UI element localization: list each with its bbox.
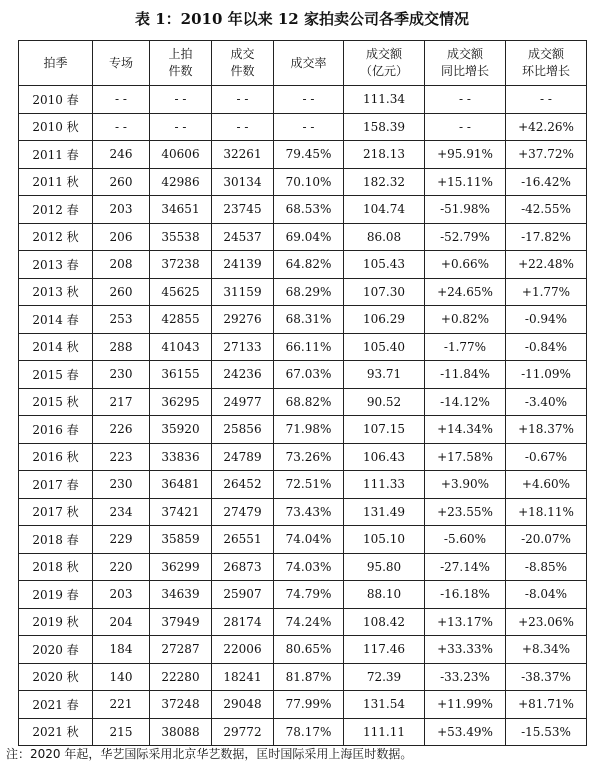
cell-qoq-growth: +42.26%	[506, 113, 587, 141]
cell-turnover: 111.33	[344, 471, 425, 499]
cell-sell-through-rate: 68.29%	[274, 278, 344, 306]
table-row	[19, 86, 587, 114]
table-row	[19, 553, 587, 581]
cell-lots-sold: 25907	[212, 581, 274, 609]
cell-sell-through-rate: 80.65%	[274, 636, 344, 664]
cell-sell-through-rate: 68.82%	[274, 388, 344, 416]
cell-season: 2013 秋	[19, 278, 93, 306]
cell-sell-through-rate: 74.04%	[274, 526, 344, 554]
cell-sell-through-rate: - -	[274, 86, 344, 114]
cell-lots-sold: - -	[212, 86, 274, 114]
cell-qoq-growth: +22.48%	[506, 251, 587, 279]
cell-yoy-growth: -11.84%	[425, 361, 506, 389]
cell-yoy-growth: +13.17%	[425, 608, 506, 636]
cell-turnover: 95.80	[344, 553, 425, 581]
cell-season: 2018 秋	[19, 553, 93, 581]
cell-lots-offered: 22280	[150, 663, 212, 691]
cell-lots-offered: 36481	[150, 471, 212, 499]
cell-yoy-growth: +0.82%	[425, 306, 506, 334]
cell-sell-through-rate: 74.24%	[274, 608, 344, 636]
cell-lots-sold: 26551	[212, 526, 274, 554]
cell-turnover: 117.46	[344, 636, 425, 664]
cell-qoq-growth: - -	[506, 86, 587, 114]
cell-turnover: 158.39	[344, 113, 425, 141]
cell-turnover: 105.10	[344, 526, 425, 554]
cell-lots-sold: 25856	[212, 416, 274, 444]
cell-lots-sold: 29276	[212, 306, 274, 334]
cell-sessions: 260	[93, 168, 150, 196]
cell-turnover: 90.52	[344, 388, 425, 416]
cell-sessions: 140	[93, 663, 150, 691]
table-row	[19, 333, 587, 361]
table-row	[19, 691, 587, 719]
cell-qoq-growth: +4.60%	[506, 471, 587, 499]
cell-qoq-growth: -16.42%	[506, 168, 587, 196]
cell-turnover: 111.34	[344, 86, 425, 114]
cell-qoq-growth: -11.09%	[506, 361, 587, 389]
cell-sell-through-rate: 70.10%	[274, 168, 344, 196]
cell-yoy-growth: +33.33%	[425, 636, 506, 664]
cell-season: 2012 秋	[19, 223, 93, 251]
cell-qoq-growth: -3.40%	[506, 388, 587, 416]
cell-lots-offered: 36299	[150, 553, 212, 581]
cell-yoy-growth: -51.98%	[425, 196, 506, 224]
cell-sessions: - -	[93, 113, 150, 141]
header-lots-sold: 成交 件数	[212, 41, 274, 86]
cell-lots-offered: 37949	[150, 608, 212, 636]
cell-lots-offered: - -	[150, 86, 212, 114]
cell-lots-offered: - -	[150, 113, 212, 141]
cell-season: 2013 春	[19, 251, 93, 279]
cell-qoq-growth: +18.11%	[506, 498, 587, 526]
cell-sessions: 234	[93, 498, 150, 526]
cell-qoq-growth: +1.77%	[506, 278, 587, 306]
cell-season: 2021 春	[19, 691, 93, 719]
cell-yoy-growth: +0.66%	[425, 251, 506, 279]
cell-sessions: 204	[93, 608, 150, 636]
cell-lots-offered: 42855	[150, 306, 212, 334]
cell-qoq-growth: -0.67%	[506, 443, 587, 471]
cell-lots-sold: 28174	[212, 608, 274, 636]
cell-lots-sold: 23745	[212, 196, 274, 224]
cell-lots-sold: 26452	[212, 471, 274, 499]
cell-lots-offered: 27287	[150, 636, 212, 664]
cell-yoy-growth: +15.11%	[425, 168, 506, 196]
cell-lots-sold: 29772	[212, 718, 274, 746]
cell-turnover: 107.30	[344, 278, 425, 306]
cell-sessions: - -	[93, 86, 150, 114]
cell-sell-through-rate: 68.53%	[274, 196, 344, 224]
cell-lots-sold: - -	[212, 113, 274, 141]
cell-sessions: 246	[93, 141, 150, 169]
cell-lots-sold: 18241	[212, 663, 274, 691]
table-row	[19, 278, 587, 306]
cell-season: 2011 春	[19, 141, 93, 169]
cell-qoq-growth: +37.72%	[506, 141, 587, 169]
auction-stats-table	[18, 40, 587, 746]
cell-season: 2012 春	[19, 196, 93, 224]
cell-sell-through-rate: 71.98%	[274, 416, 344, 444]
cell-lots-offered: 37248	[150, 691, 212, 719]
cell-season: 2014 春	[19, 306, 93, 334]
cell-sell-through-rate: 66.11%	[274, 333, 344, 361]
cell-season: 2020 秋	[19, 663, 93, 691]
cell-qoq-growth: +18.37%	[506, 416, 587, 444]
header-yoy-growth: 成交额 同比增长	[425, 41, 506, 86]
cell-sessions: 203	[93, 581, 150, 609]
cell-yoy-growth: - -	[425, 86, 506, 114]
cell-season: 2019 秋	[19, 608, 93, 636]
cell-sell-through-rate: 81.87%	[274, 663, 344, 691]
footnote: 注：2020 年起，华艺国际采用北京华艺数据，匡时国际采用上海匡时数据。	[6, 747, 413, 761]
cell-sell-through-rate: - -	[274, 113, 344, 141]
cell-turnover: 93.71	[344, 361, 425, 389]
cell-lots-sold: 32261	[212, 141, 274, 169]
cell-sessions: 253	[93, 306, 150, 334]
cell-yoy-growth: +11.99%	[425, 691, 506, 719]
cell-sessions: 220	[93, 553, 150, 581]
cell-lots-sold: 30134	[212, 168, 274, 196]
cell-yoy-growth: -16.18%	[425, 581, 506, 609]
cell-turnover: 72.39	[344, 663, 425, 691]
cell-sessions: 229	[93, 526, 150, 554]
cell-lots-sold: 24139	[212, 251, 274, 279]
cell-season: 2018 春	[19, 526, 93, 554]
table-row	[19, 471, 587, 499]
cell-qoq-growth: -8.85%	[506, 553, 587, 581]
table-row	[19, 141, 587, 169]
cell-season: 2017 春	[19, 471, 93, 499]
cell-season: 2016 春	[19, 416, 93, 444]
header-sell-through-rate: 成交率	[274, 41, 344, 86]
cell-qoq-growth: -42.55%	[506, 196, 587, 224]
cell-sell-through-rate: 68.31%	[274, 306, 344, 334]
cell-sessions: 288	[93, 333, 150, 361]
cell-season: 2016 秋	[19, 443, 93, 471]
cell-qoq-growth: +8.34%	[506, 636, 587, 664]
cell-season: 2014 秋	[19, 333, 93, 361]
cell-yoy-growth: +3.90%	[425, 471, 506, 499]
header-sessions: 专场	[93, 41, 150, 86]
cell-lots-sold: 26873	[212, 553, 274, 581]
header-season: 拍季	[19, 41, 93, 86]
cell-turnover: 104.74	[344, 196, 425, 224]
cell-yoy-growth: +17.58%	[425, 443, 506, 471]
cell-lots-sold: 24789	[212, 443, 274, 471]
table-row	[19, 306, 587, 334]
cell-lots-sold: 24236	[212, 361, 274, 389]
cell-turnover: 182.32	[344, 168, 425, 196]
table-row	[19, 388, 587, 416]
cell-yoy-growth: -5.60%	[425, 526, 506, 554]
cell-sessions: 208	[93, 251, 150, 279]
cell-lots-offered: 37421	[150, 498, 212, 526]
cell-yoy-growth: +23.55%	[425, 498, 506, 526]
cell-season: 2020 春	[19, 636, 93, 664]
cell-season: 2017 秋	[19, 498, 93, 526]
cell-yoy-growth: -33.23%	[425, 663, 506, 691]
cell-sessions: 260	[93, 278, 150, 306]
cell-yoy-growth: -14.12%	[425, 388, 506, 416]
cell-turnover: 111.11	[344, 718, 425, 746]
cell-yoy-growth: - -	[425, 113, 506, 141]
cell-qoq-growth: -0.84%	[506, 333, 587, 361]
cell-qoq-growth: +23.06%	[506, 608, 587, 636]
cell-season: 2010 秋	[19, 113, 93, 141]
cell-sell-through-rate: 79.45%	[274, 141, 344, 169]
cell-sell-through-rate: 73.43%	[274, 498, 344, 526]
cell-sessions: 221	[93, 691, 150, 719]
table-row	[19, 636, 587, 664]
cell-turnover: 218.13	[344, 141, 425, 169]
table-row	[19, 223, 587, 251]
cell-sessions: 206	[93, 223, 150, 251]
table-row	[19, 443, 587, 471]
table-row	[19, 168, 587, 196]
cell-sell-through-rate: 73.26%	[274, 443, 344, 471]
cell-lots-sold: 27133	[212, 333, 274, 361]
cell-season: 2021 秋	[19, 718, 93, 746]
cell-lots-sold: 24977	[212, 388, 274, 416]
table-title: 表 1：2010 年以来 12 家拍卖公司各季成交情况	[135, 10, 469, 28]
cell-qoq-growth: -15.53%	[506, 718, 587, 746]
cell-turnover: 107.15	[344, 416, 425, 444]
header-turnover: 成交额 （亿元）	[344, 41, 425, 86]
cell-sell-through-rate: 74.03%	[274, 553, 344, 581]
cell-sessions: 223	[93, 443, 150, 471]
table-row	[19, 498, 587, 526]
table-row	[19, 251, 587, 279]
header-row	[19, 41, 587, 86]
cell-turnover: 106.43	[344, 443, 425, 471]
table-row	[19, 718, 587, 746]
cell-lots-offered: 42986	[150, 168, 212, 196]
cell-sell-through-rate: 64.82%	[274, 251, 344, 279]
cell-turnover: 88.10	[344, 581, 425, 609]
cell-turnover: 105.40	[344, 333, 425, 361]
cell-season: 2011 秋	[19, 168, 93, 196]
cell-season: 2015 秋	[19, 388, 93, 416]
cell-lots-offered: 34639	[150, 581, 212, 609]
cell-qoq-growth: -38.37%	[506, 663, 587, 691]
cell-lots-sold: 29048	[212, 691, 274, 719]
cell-sessions: 217	[93, 388, 150, 416]
table-row	[19, 416, 587, 444]
cell-lots-offered: 35920	[150, 416, 212, 444]
cell-turnover: 131.49	[344, 498, 425, 526]
header-qoq-growth: 成交额 环比增长	[506, 41, 587, 86]
cell-season: 2019 春	[19, 581, 93, 609]
cell-yoy-growth: -1.77%	[425, 333, 506, 361]
cell-sessions: 215	[93, 718, 150, 746]
cell-season: 2010 春	[19, 86, 93, 114]
cell-lots-offered: 36295	[150, 388, 212, 416]
cell-sessions: 230	[93, 471, 150, 499]
cell-sell-through-rate: 77.99%	[274, 691, 344, 719]
table-row	[19, 113, 587, 141]
cell-lots-offered: 45625	[150, 278, 212, 306]
cell-turnover: 86.08	[344, 223, 425, 251]
cell-yoy-growth: -52.79%	[425, 223, 506, 251]
table-row	[19, 608, 587, 636]
cell-qoq-growth: -8.04%	[506, 581, 587, 609]
cell-yoy-growth: +14.34%	[425, 416, 506, 444]
cell-lots-offered: 35538	[150, 223, 212, 251]
cell-sessions: 230	[93, 361, 150, 389]
cell-lots-offered: 34651	[150, 196, 212, 224]
cell-lots-offered: 37238	[150, 251, 212, 279]
cell-lots-sold: 24537	[212, 223, 274, 251]
cell-lots-offered: 36155	[150, 361, 212, 389]
table-row	[19, 361, 587, 389]
header-lots-offered: 上拍 件数	[150, 41, 212, 86]
cell-qoq-growth: -20.07%	[506, 526, 587, 554]
cell-sell-through-rate: 74.79%	[274, 581, 344, 609]
cell-turnover: 131.54	[344, 691, 425, 719]
cell-qoq-growth: +81.71%	[506, 691, 587, 719]
cell-qoq-growth: -17.82%	[506, 223, 587, 251]
cell-turnover: 106.29	[344, 306, 425, 334]
cell-lots-sold: 27479	[212, 498, 274, 526]
cell-sessions: 184	[93, 636, 150, 664]
table-row	[19, 196, 587, 224]
table-row	[19, 526, 587, 554]
cell-yoy-growth: +53.49%	[425, 718, 506, 746]
cell-lots-offered: 40606	[150, 141, 212, 169]
cell-lots-offered: 38088	[150, 718, 212, 746]
cell-sell-through-rate: 78.17%	[274, 718, 344, 746]
cell-sessions: 226	[93, 416, 150, 444]
cell-sell-through-rate: 69.04%	[274, 223, 344, 251]
cell-lots-sold: 31159	[212, 278, 274, 306]
cell-sessions: 203	[93, 196, 150, 224]
cell-yoy-growth: +24.65%	[425, 278, 506, 306]
cell-sell-through-rate: 72.51%	[274, 471, 344, 499]
table-row	[19, 581, 587, 609]
cell-qoq-growth: -0.94%	[506, 306, 587, 334]
cell-lots-offered: 35859	[150, 526, 212, 554]
cell-lots-offered: 41043	[150, 333, 212, 361]
cell-season: 2015 春	[19, 361, 93, 389]
cell-yoy-growth: +95.91%	[425, 141, 506, 169]
cell-turnover: 108.42	[344, 608, 425, 636]
cell-sell-through-rate: 67.03%	[274, 361, 344, 389]
cell-yoy-growth: -27.14%	[425, 553, 506, 581]
table-row	[19, 663, 587, 691]
cell-lots-offered: 33836	[150, 443, 212, 471]
cell-turnover: 105.43	[344, 251, 425, 279]
cell-lots-sold: 22006	[212, 636, 274, 664]
